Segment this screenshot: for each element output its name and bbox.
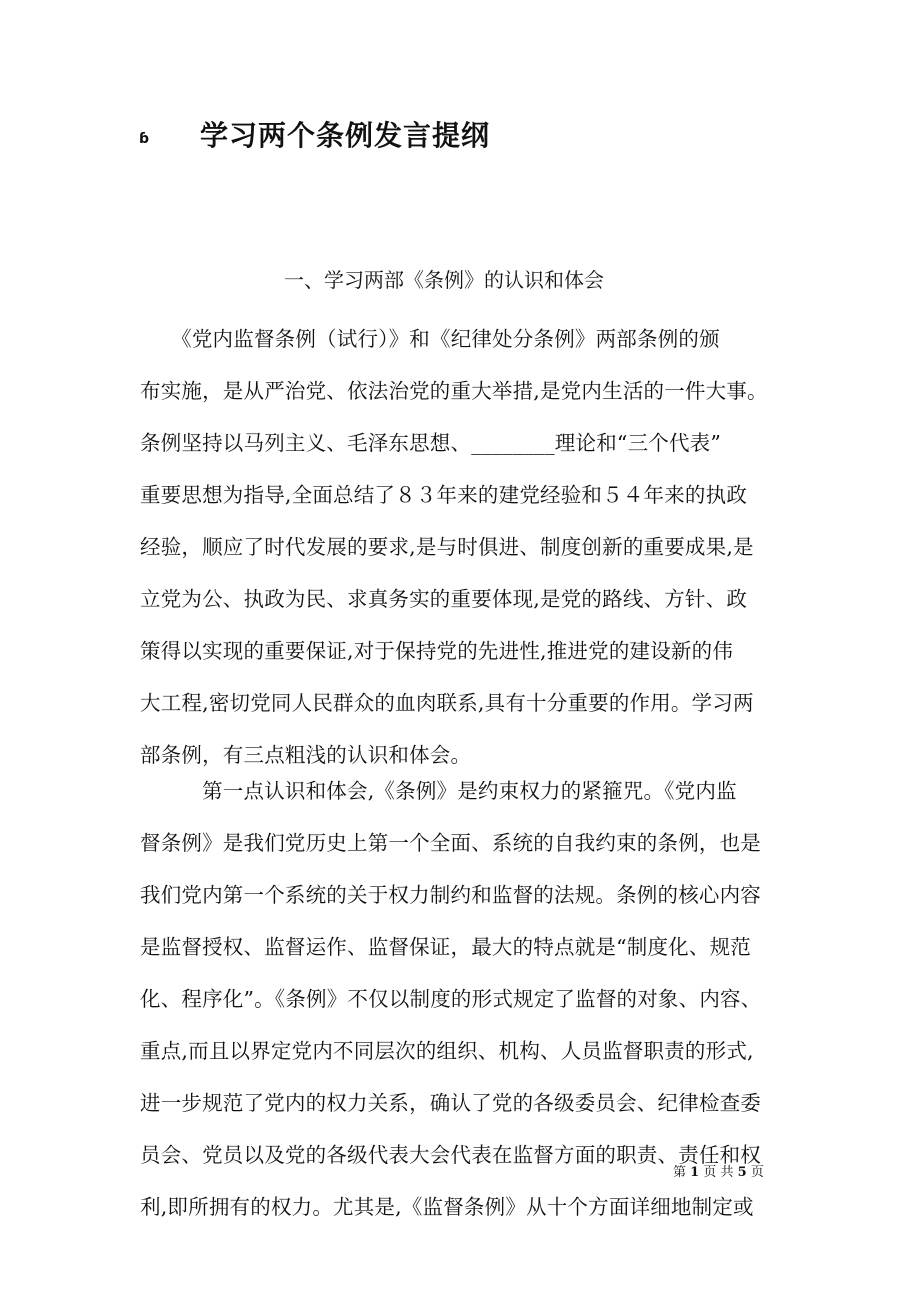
page-number-footer [673, 1164, 764, 1182]
paragraph-line: 策得以实现的重要保证,对于保持党的先进性,推进党的建设新的伟 [140, 639, 734, 663]
footer-current-page: 1 [690, 1165, 700, 1180]
paragraph-line: 布实施，是从严治党、依法治党的重大举措,是党内生活的一件大事。 [140, 379, 768, 403]
footer-total-pages: 5 [737, 1165, 747, 1180]
footer-prefix: 第 [673, 1165, 687, 1180]
paragraph-line: 经验，顺应了时代发展的要求,是与时俱进、制度创新的重要成果,是 [140, 535, 754, 559]
paragraph-line: 进一步规范了党内的权力关系，确认了党的各级委员会、纪律检查委 [140, 1091, 761, 1115]
paragraph-line: 化、程序化”。《条例》不仅以制度的形式规定了监督的对象、内容、 [140, 987, 762, 1011]
paragraph-line: 员会、党员以及党的各级代表大会代表在监督方面的职责、责任和权 [140, 1143, 761, 1167]
section-heading: 一、学习两部《条例》的认识和体会 [284, 268, 604, 292]
bullet-marker-icon: ɓ [139, 131, 150, 147]
paragraph-line: 大工程,密切党同人民群众的血肉联系,具有十分重要的作用。学习两 [140, 691, 754, 715]
paragraph-2 [140, 765, 790, 1233]
paragraph-line: 重要思想为指导,全面总结了８３年来的建党经验和５４年来的执政 [140, 483, 748, 507]
paragraph-line: 条例坚持以马列主义、毛泽东思想、________理论和“三个代表” [140, 431, 722, 455]
paragraph-line: 我们党内第一个系统的关于权力制约和监督的法规。条例的核心内容 [140, 883, 761, 907]
paragraph-line: 《党内监督条例（试行）》和《纪律处分条例》两部条例的颁 [140, 327, 720, 351]
paragraph-line: 重点,而且以界定党内不同层次的组织、机构、人员监督职责的形式, [140, 1039, 754, 1063]
document-title: 学习两个条例发言提纲 [200, 119, 491, 152]
paragraph-line: 第一点认识和体会,《条例》是约束权力的紧箍咒。《党内监 [140, 779, 737, 803]
paragraph-1 [140, 313, 790, 781]
paragraph-line: 督条例》是我们党历史上第一个全面、系统的自我约束的条例，也是 [140, 831, 761, 855]
paragraph-line: 部条例，有三点粗浅的认识和体会。 [140, 743, 472, 767]
footer-suffix: 页 [750, 1165, 764, 1180]
paragraph-line: 是监督授权、监督运作、监督保证，最大的特点就是“制度化、规范 [140, 935, 751, 959]
paragraph-line: 立党为公、执政为民、求真务实的重要体现,是党的路线、方针、政 [140, 587, 748, 611]
paragraph-line: 利,即所拥有的权力。尤其是,《监督条例》从十个方面详细地制定或 [140, 1195, 754, 1219]
footer-middle: 页 共 [703, 1165, 734, 1180]
